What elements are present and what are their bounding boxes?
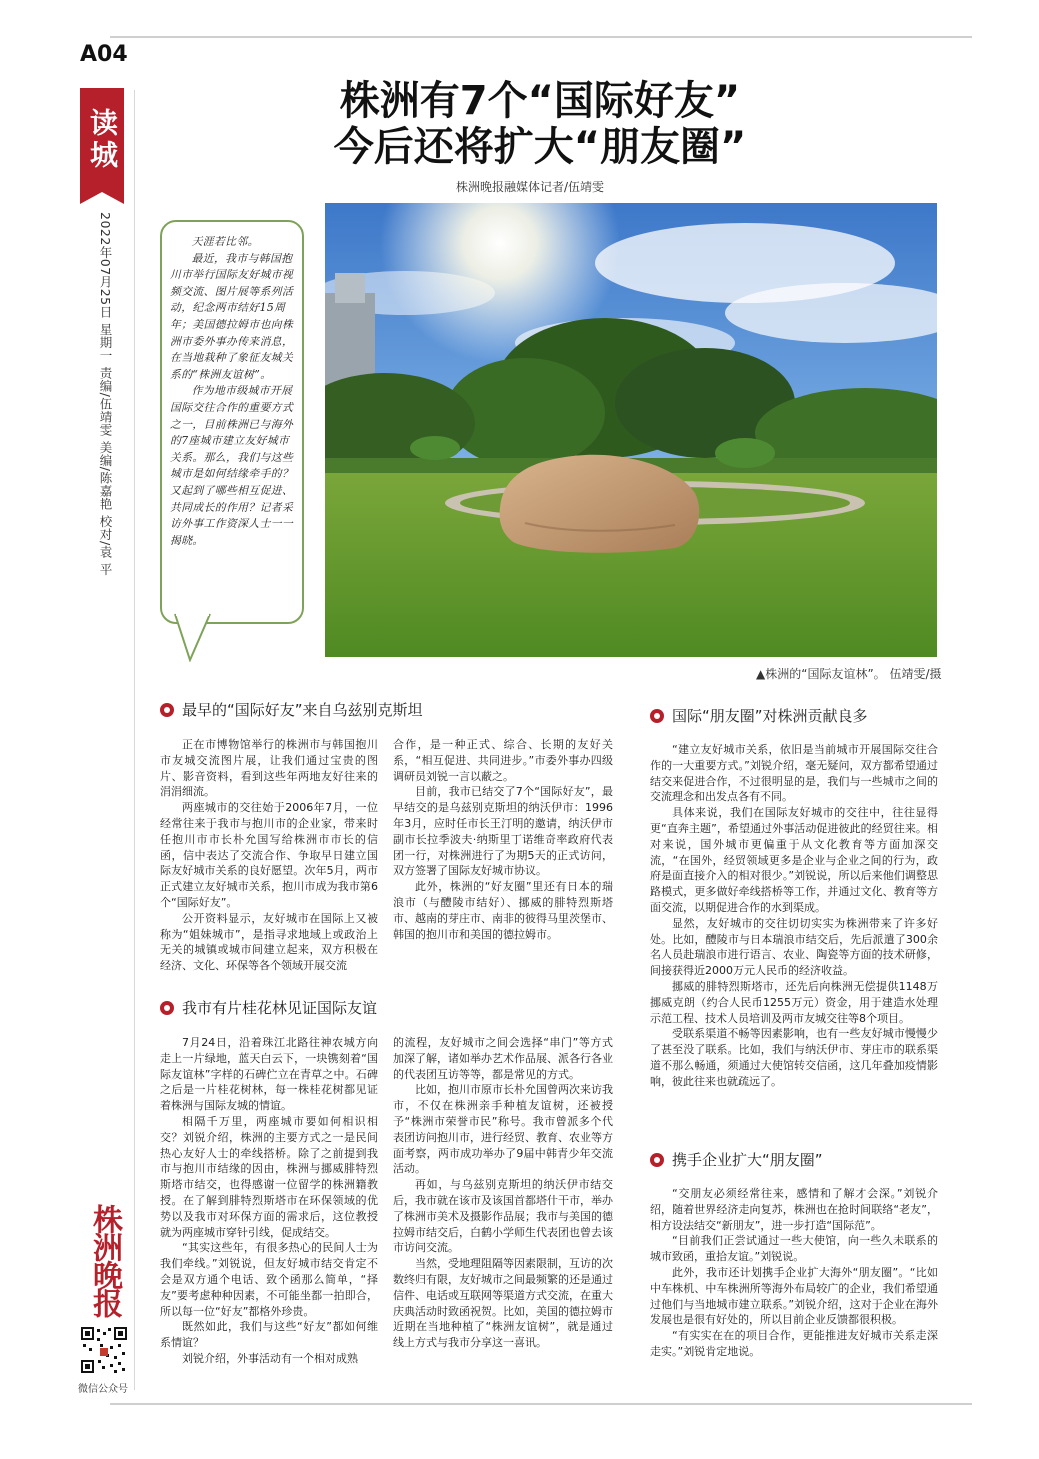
bubble-tail [170,612,220,662]
body-paragraph: 此外，我市还计划携手企业扩大海外“朋友圈”。“比如中车株机、中车株洲所等海外布局较广的企业，我们希望通过他们与当地城市建立联系。”刘锐介绍，这对于企业在海外发展也是很有好处的，所以目前企业反馈都很积极。 [650,1265,938,1327]
dateline: 2022年07月25日 星期一 责编/伍靖雯 美编/陈嘉艳 校对/袁 平 [98,212,113,577]
headline-line-1: 株洲有7个“国际好友” [339,78,741,124]
body-paragraph: 两座城市的交往始于2006年7月，一位经常往来于我市与抱川市的企业家，带来时任抱川市市长朴允国写给株洲市市长的信函，信中表达了交流合作、争取早日建立国际友好城市关系的良好愿望。次年5月，两市正式建立友好城市关系，抱川市成为我市第6个“国际好友”。 [160,801,378,909]
intro-paragraph: 作为地市级城市开展国际交往合作的重要方式之一，目前株洲已与海外的7座城市建立友好城市关系。那么，我们与这些城市是如何结缘牵手的？又起到了哪些相互促进、共同成长的作用？记者采访外事工作资深人士一一揭晓。 [170,384,294,547]
section-2-heading: 我市有片桂花林见证国际友谊 [160,998,377,1018]
body-paragraph: “其实这些年，有很多热心的民间人士为我们牵线。”刘锐说，但友好城市结交肯定不会是双方通个电话、致个函那么简单，“择友”要考虑种种因素，不可能坐都一拍即合，所以每一位“好友”都格外珍贵。 [160,1241,378,1318]
section-3-column [650,742,938,1090]
body-paragraph: 挪威的腓特烈斯塔市，还先后向株洲无偿提供1148万挪威克朗（约合人民币1255万元）资金，用于建造水处理示范工程、技术人员培训及两市友城交往等8个项目。 [650,979,938,1025]
body-paragraph: 刘锐介绍，外事活动有一个相对成熟 [182,1351,358,1365]
bullet-icon [650,1153,664,1167]
body-paragraph: “目前我们正尝试通过一些大使馆，向一些久未联系的城市致函，重拾友谊。”刘锐说。 [650,1234,938,1264]
page-number: A04 [80,42,128,67]
body-paragraph: 合作，是一种正式、综合、长期的友好关系，“相互促进、共同进步。”市委外事办四级调研员刘锐一言以蔽之。 [393,738,613,783]
body-paragraph: 正在市博物馆举行的株洲市与韩国抱川市友城交流图片展，让我们通过宝贵的图片、影音资料，看到这些年两地友好往来的涓涓细流。 [160,738,378,799]
body-paragraph: 目前，我市已结交了7个“国际好友”，最早结交的是乌兹别克斯坦的纳沃伊市：1996年3月，应时任市长王汀明的邀请，纳沃伊市副市长拉季波夫·纳斯里丁诺维奇率政府代表团一行，对株洲进行了为期5天的正式访问，双方签署了国际友好城市协议。 [393,785,613,878]
byline: 株洲晚报融媒体记者/伍靖雯 [456,180,605,194]
section-tab-tail [80,192,124,204]
intro-paragraph: 天涯若比邻。 [191,235,259,248]
body-paragraph: “交朋友必须经常往来，感情和了解才会深。”刘锐介绍，随着世界经济走向复苏，株洲也在抢时间联络“老友”，相方设法结交“新朋友”，进一步打造“国际范”。 [650,1187,938,1232]
photo-caption: ▲株洲的“国际友谊林”。 伍靖雯/摄 [756,667,942,681]
body-paragraph: 此外，株洲的“好友圈”里还有日本的瑞浪市（与醴陵市结好）、挪威的腓特烈斯塔市、越南的芽庄市、南非的彼得马里茨堡市、韩国的抱川市和美国的德拉姆市。 [393,880,613,941]
intro-paragraph: 最近，我市与韩国抱川市举行国际友好城市视频交流、图片展等系列活动，纪念两市结好15周年；美国德拉姆市也向株洲市委外事办传来消息，在当地栽种了象征友城关系的“株洲友谊树”。 [170,251,294,381]
newspaper-logo: 株洲晚报 [87,1204,122,1316]
body-paragraph: 具体来说，我们在国际友好城市的交往中，往往显得更“直奔主题”，希望通过外事活动促进彼此的经贸往来。相对来说，国外城市更偏重于从文化教育等方面加深交流，“在国外，经贸领域更多是企业与企业之间的行为，政府是面直接介入的相对很少。”刘锐说，所以后来他们调整思路模式，更多做好牵线搭桥等工作，并通过文化、教育等方面交流，以期促进合作的水到渠成。 [650,806,938,914]
section-2-column-1 [160,1035,378,1367]
section-4-column [650,1186,938,1360]
body-paragraph: 既然如此，我们与这些“好友”都如何维系情谊？ [160,1320,378,1350]
section-3-heading: 国际“朋友圈”对株洲贡献良多 [650,706,868,726]
section-tab: 读城 [80,88,124,192]
body-paragraph: 再如，与乌兹别克斯坦的纳沃伊市结交后，我市就在该市及该国首都塔什干市，举办了株洲市美术及摄影作品展；我市与美国的德拉姆市结交后，白鹤小学师生代表团也曾去该市访问交流。 [393,1178,613,1255]
body-paragraph: 的流程，友好城市之间会选择“串门”等方式加深了解，诸如举办艺术作品展、派各行各业的代表团互访等等，都是常见的方式。 [393,1036,613,1081]
qr-code[interactable] [80,1326,128,1374]
body-paragraph: 比如，抱川市原市长朴允国曾两次来访我市，不仅在株洲亲手种植友谊树，还被授予“株洲市荣誉市民”称号。我市曾派多个代表团访问抱川市，进行经贸、教育、农业等方面考察，两市成功举办了9届中韩青少年交流活动。 [393,1083,613,1176]
intro-text [170,234,296,549]
section-1-column-2 [393,737,613,942]
qr-label: 微信公众号 [78,1384,128,1395]
body-paragraph: 7月24日，沿着珠江北路往神农城方向走上一片绿地，蓝天白云下，一块镌刻着“国际友谊林”字样的石碑伫立在青草之中。石碑之后是一片桂花树林，每一株桂花树都见证着株洲与国际友城的情谊。 [160,1036,378,1113]
bullet-icon [650,709,664,723]
headline-line-2: 今后还将扩大“朋友圈” [333,124,747,170]
bottom-rule [110,1403,972,1405]
body-paragraph: 当然，受地理阻隔等因素限制，互访的次数终归有限，友好城市之间最频繁的还是通过信件、电话或互联网等渠道方式交流，在重大庆典活动时致函祝贺。比如，美国的德拉姆市近期在当地种植了“株洲友谊树”，就是通过线上方式与我市分享这一喜讯。 [393,1257,613,1350]
left-column-divider [134,90,135,1390]
body-paragraph: 受联系渠道不畅等因素影响，也有一些友好城市慢慢少了甚至没了联系。比如，我们与纳沃伊市、芽庄市的联系渠道不那么畅通，须通过大使馆转交信函，这几年叠加疫情影响，彼此往来也就疏远了。 [650,1027,938,1088]
headline [300,78,780,170]
bullet-icon [160,703,174,717]
section-1-column-1 [160,737,378,974]
section-4-heading: 携手企业扩大“朋友圈” [650,1150,823,1170]
friendship-forest-photo [325,203,937,657]
body-paragraph: 显然，友好城市的交往切切实实为株洲带来了许多好处。比如，醴陵市与日本瑞浪市结交后，先后派遣了300余名人员赴瑞浪市进行语言、农业、陶瓷等方面的技术研修，间接获得近2000万元人民币的经济收益。 [650,916,938,978]
top-rule [110,36,972,38]
body-paragraph: 相隔千万里，两座城市要如何相识相交？刘锐介绍，株洲的主要方式之一是民间热心友好人士的牵线搭桥。除了之前提到我市与抱川市结缘的因由，株洲与挪威腓特烈斯塔市结交，也得感谢一位留学的株洲籍教授。在了解到腓特烈斯塔市在环保领域的优势以及我市对环保方面的需求后，这位教授就为两座城市穿针引线，促成结交。 [160,1114,378,1239]
body-paragraph: “有实实在在的项目合作，更能推进友好城市关系走深走实。”刘锐肯定地说。 [650,1329,938,1358]
section-2-column-2 [393,1035,613,1351]
bullet-icon [160,1001,174,1015]
section-1-heading: 最早的“国际好友”来自乌兹别克斯坦 [160,700,423,720]
body-paragraph: “建立友好城市关系，依旧是当前城市开展国际交往合作的一大重要方式。”刘锐介绍，毫无疑问，双方都希望通过结交来促进合作，不过很明显的是，我们与一些城市之间的交流理念和出发点各有不同。 [650,743,938,804]
body-paragraph: 公开资料显示，友好城市在国际上又被称为“姐妹城市”，是指寻求地域上或政治上无关的城镇或城市间建立起来，双方积极在经济、文化、环保等各个领域开展交流 [160,911,378,973]
